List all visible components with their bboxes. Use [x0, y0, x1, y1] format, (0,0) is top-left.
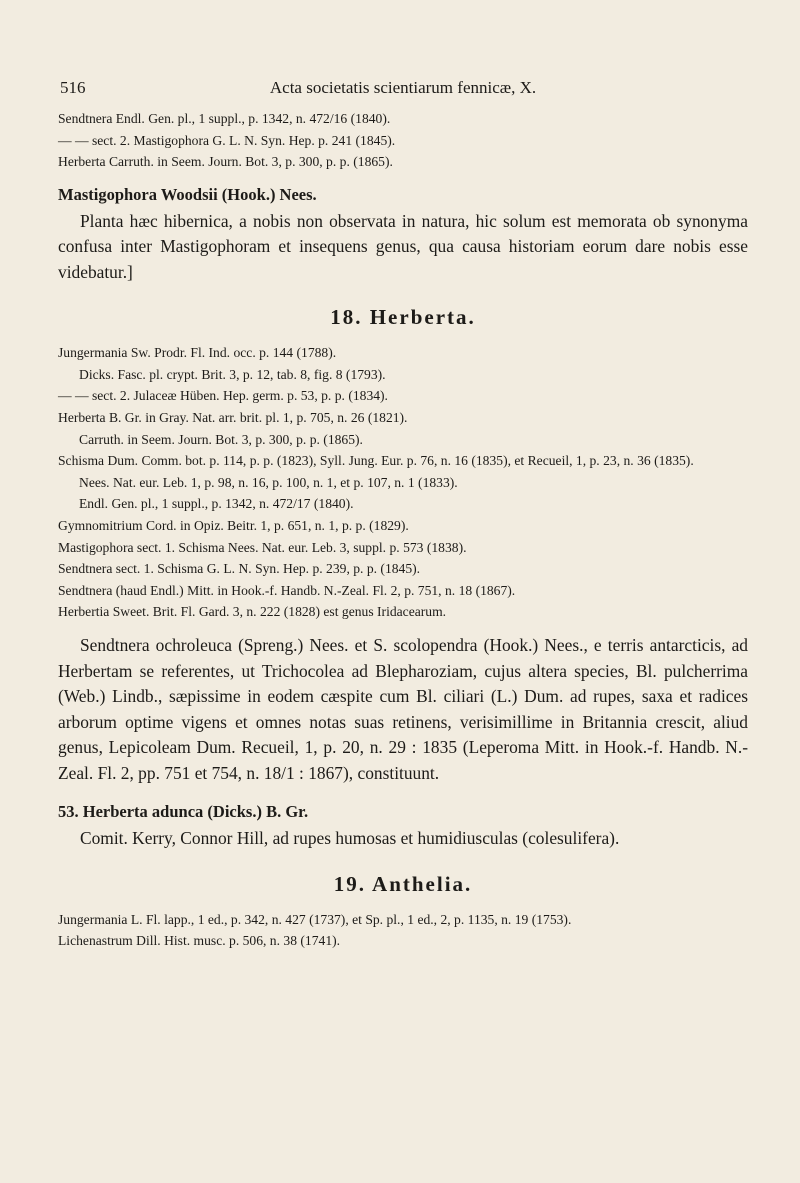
synonym-line: Herbertia Sweet. Brit. Fl. Gard. 3, n. 222 (1828) est genus Iridacearum.: [58, 604, 447, 620]
synonym-line: Herberta Carruth. in Seem. Journ. Bot. 3, p. 300, p. p. (1865).: [58, 154, 393, 170]
synonym-line: Sendtnera (haud Endl.) Mitt. in Hook.-f. Handb. N.-Zeal. Fl. 2, p. 751, n. 18 (1867).: [58, 582, 516, 598]
species-heading: Mastigophora Woodsii (Hook.) Nees.: [58, 184, 317, 204]
running-title: Acta societatis scientiarum fennicæ, X.: [269, 78, 537, 97]
synonym-line: Nees. Nat. eur. Leb. 1, p. 98, n. 16, p. 100, n. 1, et p. 107, n. 1 (1833).: [79, 474, 458, 490]
synonym-line: Mastigophora sect. 1. Schisma Nees. Nat. eur. Leb. 3, suppl. p. 573 (1838).: [58, 539, 467, 555]
page-number: 516: [60, 78, 86, 97]
synonym-line: Schisma Dum. Comm. bot. p. 114, p. p. (1823), Syll. Jung. Eur. p. 76, n. 16 (1835), et Recueil, 1, p. 23, n. 36 (1835).: [58, 453, 694, 469]
synonym-line: — — sect. 2. Mastigophora G. L. N. Syn. Hep. p. 241 (1845).: [58, 132, 396, 148]
synonym-line: Gymnomitrium Cord. in Opiz. Beitr. 1, p. 651, n. 1, p. p. (1829).: [58, 518, 409, 534]
genus-paragraph: Sendtnera ochroleuca (Spreng.) Nees. et S. scolopendra (Hook.) Nees., e terris antarcticis, ad Herbertam se referentes, ut Trichocolea ad Blepharoziam, cujus altera species, Bl. pulcherrima (Web.) Lindb., sæpissime in eodem cæspite cum Bl. ciliari (L.) Dum. ad rupes, saxa et radices arborum optime vigens et omnes notas suas retinens, verisimillime in Britannia crescit, aliud genus, Lepicoleam Dum. Recueil, 1, p. 20, n. 29 : 1835 (Leperoma Mitt. in Hook.-f. Handb. N.-Zeal. Fl. 2, pp. 751 et 754, n. 18/1 : 1867), constituunt.: [58, 635, 748, 783]
species-heading: 53. Herberta adunca (Dicks.) B. Gr.: [58, 802, 309, 821]
synonym-line: Endl. Gen. pl., 1 suppl., p. 1342, n. 472/17 (1840).: [79, 496, 354, 512]
synonym-line: Lichenastrum Dill. Hist. musc. p. 506, n. 38 (1741).: [58, 933, 341, 949]
synonym-line: Jungermania Sw. Prodr. Fl. Ind. occ. p. 144 (1788).: [58, 345, 337, 361]
page-header: [58, 78, 748, 108]
synonym-line: — — sect. 2. Julaceæ Hüben. Hep. germ. p. 53, p. p. (1834).: [58, 388, 388, 404]
synonym-line: Jungermania L. Fl. lapp., 1 ed., p. 342, n. 427 (1737), et Sp. pl., 1 ed., 2, p. 1135, n. 19 (1753).: [58, 911, 572, 927]
genus-synonyms: [58, 909, 748, 952]
page: [58, 78, 748, 952]
synonym-line: Carruth. in Seem. Journ. Bot. 3, p. 300, p. p. (1865).: [79, 431, 363, 447]
species-note: Planta hæc hibernica, a nobis non observata in natura, hic solum est memorata ob synonyma confusa inter Mastigophoram et insequens genus, qua causa historiam eorum dare nobis esse videbatur.]: [58, 210, 748, 282]
species-locality: Comit. Kerry, Connor Hill, ad rupes humosas et humidiusculas (colesulifera).: [80, 828, 620, 848]
genus-heading: 18. Herberta.: [330, 305, 476, 330]
synonym-line: Sendtnera sect. 1. Schisma G. L. N. Syn. Hep. p. 239, p. p. (1845).: [58, 561, 421, 577]
synonym-line: Herberta B. Gr. in Gray. Nat. arr. brit. pl. 1, p. 705, n. 26 (1821).: [58, 410, 408, 426]
synonym-line: Dicks. Fasc. pl. crypt. Brit. 3, p. 12, tab. 8, fig. 8 (1793).: [79, 366, 386, 382]
top-synonyms: [58, 108, 748, 173]
genus-synonyms: [58, 342, 748, 623]
synonym-line: Sendtnera Endl. Gen. pl., 1 suppl., p. 1342, n. 472/16 (1840).: [58, 111, 391, 126]
genus-heading: 19. Anthelia.: [333, 871, 473, 896]
